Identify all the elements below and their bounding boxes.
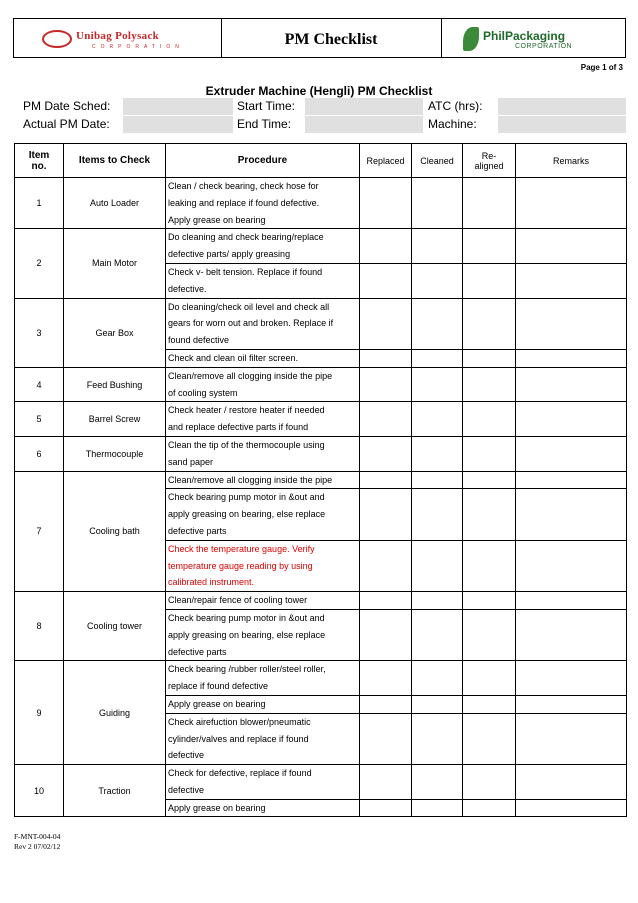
remarks-cell[interactable] xyxy=(516,298,627,349)
procedure-line: defective xyxy=(168,750,205,761)
item-to-check: Cooling bath xyxy=(64,471,166,592)
revision: Rev 2 07/02/12 xyxy=(14,842,61,851)
remarks-cell[interactable] xyxy=(516,229,627,264)
procedure-cell xyxy=(166,540,360,591)
replaced-checkbox-cell[interactable] xyxy=(360,489,412,540)
realigned-checkbox-cell[interactable] xyxy=(463,609,516,660)
remarks-cell[interactable] xyxy=(516,367,627,402)
procedure-line: Check heater / restore heater if needed xyxy=(168,405,325,416)
procedure-cell xyxy=(166,695,360,713)
remarks-cell[interactable] xyxy=(516,263,627,298)
procedure-line: Do cleaning and check bearing/replace xyxy=(168,232,324,243)
remarks-cell[interactable] xyxy=(516,609,627,660)
machine-label: Machine: xyxy=(426,116,496,133)
replaced-checkbox-cell[interactable] xyxy=(360,713,412,764)
item-to-check: Gear Box xyxy=(64,298,166,367)
procedure-line: Apply grease on bearing xyxy=(168,214,266,225)
cleaned-header: Cleaned xyxy=(412,144,463,178)
item-to-check: Thermocouple xyxy=(64,436,166,471)
replaced-header: Replaced xyxy=(360,144,412,178)
checklist-table xyxy=(14,143,627,817)
procedure-cell xyxy=(166,609,360,660)
table-row xyxy=(15,471,627,489)
procedure-line: Check airefuction blower/pneumatic xyxy=(168,716,311,727)
item-number: 7 xyxy=(15,471,64,592)
procedure-header: Procedure xyxy=(166,144,360,178)
cleaned-checkbox-cell[interactable] xyxy=(412,540,463,591)
procedure-line: Clean the tip of the thermocouple using xyxy=(168,439,325,450)
procedure-line: of cooling system xyxy=(168,387,238,398)
procedure-line: Check bearing pump motor in &out and xyxy=(168,492,325,503)
realigned-checkbox-cell[interactable] xyxy=(463,402,516,437)
procedure-line: leaking and replace if found defective. xyxy=(168,197,320,208)
item-to-check: Guiding xyxy=(64,661,166,765)
cleaned-checkbox-cell[interactable] xyxy=(412,178,463,229)
table-row xyxy=(15,298,627,349)
leaf-icon xyxy=(463,27,479,51)
table-header-row xyxy=(15,144,627,178)
procedure-line: Clean/remove all clogging inside the pipe xyxy=(168,474,333,485)
procedure-line: defective parts xyxy=(168,525,227,536)
unibag-logo-name: Unibag Polysack xyxy=(76,30,160,42)
realigned-checkbox-cell[interactable] xyxy=(463,592,516,610)
cleaned-checkbox-cell[interactable] xyxy=(412,471,463,489)
replaced-checkbox-cell[interactable] xyxy=(360,540,412,591)
procedure-line: Check and clean oil filter screen. xyxy=(168,352,299,363)
realigned-checkbox-cell[interactable] xyxy=(463,436,516,471)
table-row xyxy=(15,178,627,229)
procedure-line: sand paper xyxy=(168,456,214,467)
machine-field[interactable] xyxy=(498,116,626,133)
procedure-line: Check the temperature gauge. Verify xyxy=(168,543,315,554)
remarks-cell[interactable] xyxy=(516,695,627,713)
cleaned-checkbox-cell[interactable] xyxy=(412,799,463,817)
procedure-cell xyxy=(166,489,360,540)
procedure-line: defective parts xyxy=(168,646,227,657)
replaced-checkbox-cell[interactable] xyxy=(360,471,412,489)
cleaned-checkbox-cell[interactable] xyxy=(412,609,463,660)
remarks-cell[interactable] xyxy=(516,661,627,696)
procedure-cell xyxy=(166,765,360,800)
procedure-line: temperature gauge reading by using xyxy=(168,560,313,571)
remarks-cell[interactable] xyxy=(516,592,627,610)
realigned-checkbox-cell[interactable] xyxy=(463,799,516,817)
left-logo-cell xyxy=(14,19,222,57)
replaced-checkbox-cell[interactable] xyxy=(360,298,412,349)
item-to-check: Cooling tower xyxy=(64,592,166,661)
procedure-cell xyxy=(166,471,360,489)
procedure-cell xyxy=(166,592,360,610)
atc-hrs-field[interactable] xyxy=(498,98,626,115)
cleaned-checkbox-cell[interactable] xyxy=(412,436,463,471)
procedure-line: defective xyxy=(168,784,205,795)
replaced-checkbox-cell[interactable] xyxy=(360,263,412,298)
remarks-cell[interactable] xyxy=(516,765,627,800)
table-row xyxy=(15,229,627,264)
procedure-cell xyxy=(166,713,360,764)
realigned-checkbox-cell[interactable] xyxy=(463,713,516,764)
replaced-checkbox-cell[interactable] xyxy=(360,695,412,713)
page-number: Page 1 of 3 xyxy=(580,63,623,72)
procedure-line: Check for defective, replace if found xyxy=(168,768,312,779)
philpackaging-logo xyxy=(463,27,623,53)
item-number: 10 xyxy=(15,765,64,817)
end-time-field[interactable] xyxy=(305,116,423,133)
cleaned-checkbox-cell[interactable] xyxy=(412,713,463,764)
cleaned-checkbox-cell[interactable] xyxy=(412,765,463,800)
table-row xyxy=(15,367,627,402)
unibag-logo-sub: CORPORATION xyxy=(92,44,184,50)
pm-date-sched-label: PM Date Sched: xyxy=(21,98,133,115)
remarks-cell[interactable] xyxy=(516,178,627,229)
procedure-line: found defective xyxy=(168,335,230,346)
document-header xyxy=(13,18,626,58)
replaced-checkbox-cell[interactable] xyxy=(360,799,412,817)
start-time-field[interactable] xyxy=(305,98,423,115)
items-to-check-header: Items to Check xyxy=(64,144,166,178)
table-row xyxy=(15,436,627,471)
realigned-checkbox-cell[interactable] xyxy=(463,695,516,713)
table-row xyxy=(15,592,627,610)
item-number: 6 xyxy=(15,436,64,471)
philpackaging-logo-sub: CORPORATION xyxy=(515,43,573,50)
unibag-logo xyxy=(42,27,217,53)
table-row xyxy=(15,661,627,696)
replaced-checkbox-cell[interactable] xyxy=(360,367,412,402)
procedure-line: Do cleaning/check oil level and check all xyxy=(168,301,330,312)
item-to-check: Traction xyxy=(64,765,166,817)
remarks-cell[interactable] xyxy=(516,713,627,764)
procedure-line: Check bearing pump motor in &out and xyxy=(168,612,325,623)
item-no-header: Item no. xyxy=(15,144,64,178)
table-row xyxy=(15,402,627,437)
procedure-line: and replace defective parts if found xyxy=(168,422,309,433)
remarks-cell[interactable] xyxy=(516,540,627,591)
procedure-cell xyxy=(166,178,360,229)
procedure-cell xyxy=(166,229,360,264)
procedure-line: apply greasing on bearing, else replace xyxy=(168,509,326,520)
replaced-checkbox-cell[interactable] xyxy=(360,178,412,229)
realigned-checkbox-cell[interactable] xyxy=(463,471,516,489)
procedure-line: defective parts/ apply greasing xyxy=(168,249,291,260)
procedure-cell xyxy=(166,263,360,298)
item-number: 1 xyxy=(15,178,64,229)
cleaned-checkbox-cell[interactable] xyxy=(412,661,463,696)
cleaned-checkbox-cell[interactable] xyxy=(412,349,463,367)
realigned-checkbox-cell[interactable] xyxy=(463,229,516,264)
cleaned-checkbox-cell[interactable] xyxy=(412,695,463,713)
procedure-cell xyxy=(166,367,360,402)
footer xyxy=(14,832,60,852)
realigned-checkbox-cell[interactable] xyxy=(463,661,516,696)
actual-pm-date-field[interactable] xyxy=(123,116,233,133)
atc-hrs-label: ATC (hrs): xyxy=(426,98,496,115)
cleaned-checkbox-cell[interactable] xyxy=(412,592,463,610)
realigned-checkbox-cell[interactable] xyxy=(463,263,516,298)
document-title: PM Checklist xyxy=(221,19,442,57)
procedure-cell xyxy=(166,436,360,471)
procedure-line: Check bearing /rubber roller/steel roller, xyxy=(168,664,326,675)
realigned-checkbox-cell[interactable] xyxy=(463,298,516,349)
procedure-cell xyxy=(166,799,360,817)
replaced-checkbox-cell[interactable] xyxy=(360,349,412,367)
replaced-checkbox-cell[interactable] xyxy=(360,402,412,437)
cleaned-checkbox-cell[interactable] xyxy=(412,263,463,298)
cleaned-checkbox-cell[interactable] xyxy=(412,229,463,264)
procedure-line: replace if found defective xyxy=(168,681,269,692)
replaced-checkbox-cell[interactable] xyxy=(360,436,412,471)
procedure-cell xyxy=(166,402,360,437)
item-number: 4 xyxy=(15,367,64,402)
remarks-cell[interactable] xyxy=(516,471,627,489)
actual-pm-date-label: Actual PM Date: xyxy=(21,116,125,133)
remarks-header: Remarks xyxy=(516,144,627,178)
item-to-check: Barrel Screw xyxy=(64,402,166,437)
item-to-check: Auto Loader xyxy=(64,178,166,229)
end-time-label: End Time: xyxy=(235,116,305,133)
item-number: 5 xyxy=(15,402,64,437)
replaced-checkbox-cell[interactable] xyxy=(360,609,412,660)
procedure-line: Clean / check bearing, check hose for xyxy=(168,181,319,191)
item-to-check: Feed Bushing xyxy=(64,367,166,402)
item-number: 9 xyxy=(15,661,64,765)
cleaned-checkbox-cell[interactable] xyxy=(412,489,463,540)
pm-date-sched-field[interactable] xyxy=(123,98,233,115)
cleaned-checkbox-cell[interactable] xyxy=(412,402,463,437)
right-logo-cell xyxy=(441,19,625,57)
item-number: 2 xyxy=(15,229,64,298)
remarks-cell[interactable] xyxy=(516,402,627,437)
item-number: 8 xyxy=(15,592,64,661)
procedure-line: defective. xyxy=(168,283,207,294)
remarks-cell[interactable] xyxy=(516,489,627,540)
info-block xyxy=(13,98,626,133)
table-row xyxy=(15,765,627,800)
remarks-cell[interactable] xyxy=(516,799,627,817)
procedure-cell xyxy=(166,661,360,696)
item-to-check: Main Motor xyxy=(64,229,166,298)
cleaned-checkbox-cell[interactable] xyxy=(412,298,463,349)
realigned-checkbox-cell[interactable] xyxy=(463,765,516,800)
realigned-checkbox-cell[interactable] xyxy=(463,540,516,591)
procedure-line: calibrated instrument. xyxy=(168,577,255,588)
procedure-line: Check v- belt tension. Replace if found xyxy=(168,266,323,277)
start-time-label: Start Time: xyxy=(235,98,305,115)
procedure-cell xyxy=(166,298,360,349)
procedure-line: apply greasing on bearing, else replace xyxy=(168,629,326,640)
philpackaging-logo-name: PhilPackaging xyxy=(483,29,566,43)
realigned-checkbox-cell[interactable] xyxy=(463,349,516,367)
checklist-subtitle: Extruder Machine (Hengli) PM Checklist xyxy=(205,84,433,98)
replaced-checkbox-cell[interactable] xyxy=(360,661,412,696)
realigned-header: Re- aligned xyxy=(463,144,516,178)
procedure-line: Apply grease on bearing xyxy=(168,698,266,709)
replaced-checkbox-cell[interactable] xyxy=(360,592,412,610)
remarks-cell[interactable] xyxy=(516,436,627,471)
procedure-line: gears for worn out and broken. Replace if xyxy=(168,318,334,329)
remarks-cell[interactable] xyxy=(516,349,627,367)
realigned-checkbox-cell[interactable] xyxy=(463,178,516,229)
realigned-checkbox-cell[interactable] xyxy=(463,489,516,540)
replaced-checkbox-cell[interactable] xyxy=(360,765,412,800)
replaced-checkbox-cell[interactable] xyxy=(360,229,412,264)
unibag-mark-icon xyxy=(42,30,72,48)
cleaned-checkbox-cell[interactable] xyxy=(412,367,463,402)
procedure-cell xyxy=(166,349,360,367)
form-number: F-MNT-004-04 xyxy=(14,832,61,841)
item-number: 3 xyxy=(15,298,64,367)
realigned-checkbox-cell[interactable] xyxy=(463,367,516,402)
procedure-line: Apply grease on bearing xyxy=(168,802,266,813)
procedure-line: Clean/remove all clogging inside the pipe xyxy=(168,370,333,381)
procedure-line: Clean/repair fence of cooling tower xyxy=(168,595,308,606)
procedure-line: cylinder/valves and replace if found xyxy=(168,733,309,744)
